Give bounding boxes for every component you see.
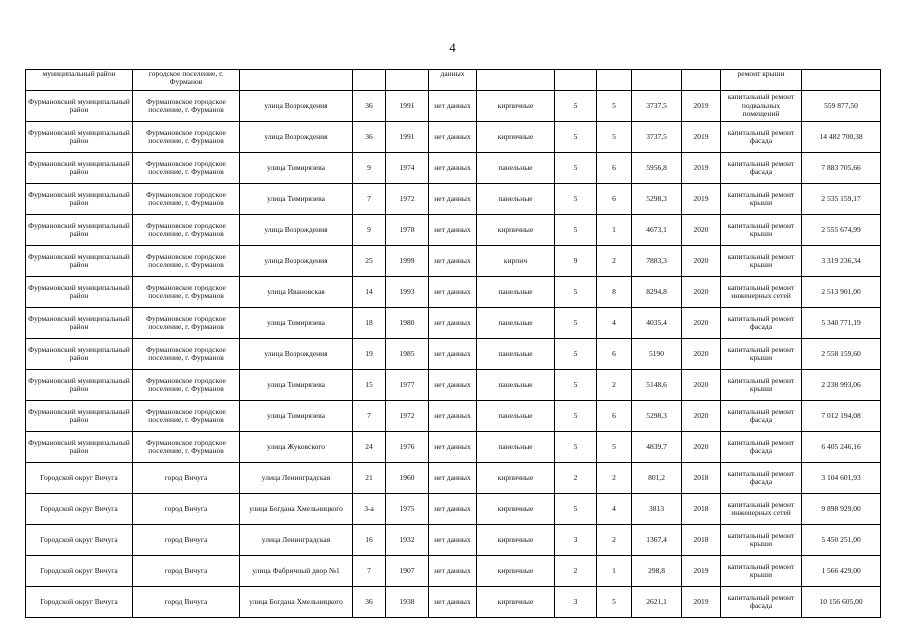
cell-cost: 559 877,50 [802,91,881,122]
cell-floors-info: нет данных [429,587,477,618]
cell-cost: 3 319 236,34 [802,246,881,277]
cell-cost: 7 012 194,08 [802,401,881,432]
cell-cost: 7 883 705,66 [802,153,881,184]
cell-settlement: город Вичуга [133,463,240,494]
cell-year: 1999 [386,246,429,277]
cell-entrances: 5 [597,587,632,618]
table-row [26,153,881,184]
cell-entrances: 8 [597,277,632,308]
cell-settlement: Фурмановское городское поселение, г. Фурманов [133,153,240,184]
cell-house: 15 [353,370,386,401]
page-number: 4 [449,40,456,55]
cell-floors-info: нет данных [429,401,477,432]
cell-house: 3-а [353,494,386,525]
cell-district: Фурмановский муниципальный район [26,370,133,401]
cell-area: 3737,5 [632,91,682,122]
cell-entrances: 1 [597,215,632,246]
cell-house: 18 [353,308,386,339]
table-row [26,122,881,153]
cell-settlement: Фурмановское городское поселение, г. Фурманов [133,339,240,370]
cell-settlement: город Вичуга [133,494,240,525]
cell-district: Фурмановский муниципальный район [26,215,133,246]
cell-wall: кирпич [477,246,555,277]
cell-district: Фурмановский муниципальный район [26,153,133,184]
cell-wall: кирпичные [477,122,555,153]
cell-floors-info: нет данных [429,556,477,587]
cell-floors-info: нет данных [429,153,477,184]
cell-district: Городской округ Вичуга [26,587,133,618]
cell-settlement: Фурмановское городское поселение, г. Фурманов [133,184,240,215]
cell-entrances: 5 [597,91,632,122]
cell-plan-year: 2019 [682,122,721,153]
cell-district: Фурмановский муниципальный район [26,277,133,308]
cell-work: капитальный ремонт фасада [721,432,802,463]
cell-floors-info: данных [429,70,477,91]
cell-entrances: 2 [597,246,632,277]
cell-settlement: Фурмановское городское поселение, г. Фурманов [133,432,240,463]
cell-street: улица Возрождения [240,215,353,246]
cell-plan-year: 2018 [682,525,721,556]
cell-house: 7 [353,184,386,215]
cell-entrances: 5 [597,122,632,153]
cell-area: 2621,1 [632,587,682,618]
cell-work: капитальный ремонт фасада [721,122,802,153]
cell-street: улица Фабричный двор №1 [240,556,353,587]
cell-settlement: город Вичуга [133,556,240,587]
cell-work: капитальный ремонт крыши [721,370,802,401]
cell-plan-year: 2020 [682,215,721,246]
table-row [26,308,881,339]
cell-street: улица Ивановская [240,277,353,308]
cell-cost: 5 340 771,19 [802,308,881,339]
cell-district: Городской округ Вичуга [26,556,133,587]
cell-house: 36 [353,587,386,618]
cell-street: улица Жуковского [240,432,353,463]
cell-wall: панельные [477,370,555,401]
cell-area: 1367,4 [632,525,682,556]
cell-year: 1960 [386,463,429,494]
cell-district: Фурмановский муниципальный район [26,184,133,215]
cell-street: улица Возрождения [240,122,353,153]
cell-street: улица Тимирязева [240,370,353,401]
cell-cost: 10 156 605,00 [802,587,881,618]
cell-house: 36 [353,122,386,153]
cell-district: Фурмановский муниципальный район [26,91,133,122]
cell-cost: 2 558 159,60 [802,339,881,370]
cell-settlement: город Вичуга [133,587,240,618]
cell-cost: 2 238 993,06 [802,370,881,401]
cell-year: 1972 [386,184,429,215]
cell-cost: 3 104 601,93 [802,463,881,494]
cell-area: 801,2 [632,463,682,494]
cell-settlement: Фурмановское городское поселение, г. Фурманов [133,215,240,246]
cell-floors: 5 [555,122,597,153]
table-row [26,432,881,463]
cell-floors: 5 [555,370,597,401]
cell-area: 7883,3 [632,246,682,277]
cell-wall: кирпичные [477,91,555,122]
cell-floors-info: нет данных [429,370,477,401]
cell-wall: кирпичные [477,525,555,556]
cell-house: 25 [353,246,386,277]
table-row [26,184,881,215]
cell-floors-info: нет данных [429,91,477,122]
cell-wall: кирпичные [477,463,555,494]
cell-floors-info: нет данных [429,277,477,308]
cell-year: 1972 [386,401,429,432]
cell-floors-info: нет данных [429,184,477,215]
cell-area: 8294,8 [632,277,682,308]
cell-wall: панельные [477,153,555,184]
cell-year [386,70,429,91]
cell-district: Фурмановский муниципальный район [26,308,133,339]
cell-year: 1975 [386,494,429,525]
table-row [26,494,881,525]
cell-year: 1907 [386,556,429,587]
cell-settlement: город Вичуга [133,525,240,556]
cell-plan-year: 2019 [682,91,721,122]
cell-street: улица Тимирязева [240,153,353,184]
cell-street: улица Тимирязева [240,401,353,432]
cell-entrances: 6 [597,401,632,432]
cell-settlement: Фурмановское городское поселение, г. Фурманов [133,91,240,122]
cell-area: 4839,7 [632,432,682,463]
cell-wall: кирпичные [477,215,555,246]
cell-street: улица Богдана Хмельницкого [240,587,353,618]
cell-entrances: 2 [597,525,632,556]
cell-floors-info: нет данных [429,339,477,370]
table-row [26,556,881,587]
cell-cost: 2 555 674,99 [802,215,881,246]
cell-cost: 1 566 429,00 [802,556,881,587]
cell-cost [802,70,881,91]
cell-year: 1978 [386,215,429,246]
cell-plan-year: 2020 [682,432,721,463]
cell-street: улица Возрождения [240,91,353,122]
cell-street: улица Тимирязева [240,308,353,339]
cell-district: Фурмановский муниципальный район [26,339,133,370]
cell-house: 36 [353,91,386,122]
cell-year: 1974 [386,153,429,184]
cell-floors: 5 [555,401,597,432]
cell-work: капитальный ремонт крыши [721,246,802,277]
cell-area: 4673,1 [632,215,682,246]
cell-area: 3813 [632,494,682,525]
cell-work: капитальный ремонт инженерных сетей [721,277,802,308]
cell-wall: кирпичные [477,587,555,618]
cell-floors: 3 [555,525,597,556]
cell-cost: 6 405 246,16 [802,432,881,463]
cell-wall: кирпичные [477,494,555,525]
cell-floors-info: нет данных [429,215,477,246]
cell-house: 21 [353,463,386,494]
cell-plan-year: 2019 [682,153,721,184]
cell-district: Городской округ Вичуга [26,494,133,525]
cell-street: улица Возрождения [240,339,353,370]
cell-cost: 5 450 251,00 [802,525,881,556]
cell-work: капитальный ремонт фасада [721,401,802,432]
cell-floors: 3 [555,587,597,618]
cell-floors-info: нет данных [429,246,477,277]
cell-work: капитальный ремонт фасада [721,587,802,618]
cell-year: 1932 [386,525,429,556]
cell-entrances: 6 [597,184,632,215]
cell-work: капитальный ремонт крыши [721,339,802,370]
cell-wall: панельные [477,401,555,432]
cell-floors: 9 [555,246,597,277]
cell-plan-year: 2019 [682,184,721,215]
cell-area [632,70,682,91]
cell-floors-info: нет данных [429,494,477,525]
table-row [26,370,881,401]
cell-street: улица Богдана Хмельницкого [240,494,353,525]
cell-year: 1977 [386,370,429,401]
table-row [26,277,881,308]
table-row [26,339,881,370]
cell-floors: 5 [555,494,597,525]
cell-entrances: 2 [597,463,632,494]
cell-street [240,70,353,91]
cell-entrances: 4 [597,494,632,525]
cell-work: ремонт крыши [721,70,802,91]
cell-floors: 5 [555,277,597,308]
table-body [26,70,881,618]
cell-plan-year: 2019 [682,556,721,587]
cell-wall: панельные [477,308,555,339]
cell-plan-year: 2020 [682,277,721,308]
table-row [26,525,881,556]
cell-cost: 2 513 901,00 [802,277,881,308]
cell-district: Фурмановский муниципальный район [26,122,133,153]
cell-entrances: 6 [597,339,632,370]
cell-plan-year [682,70,721,91]
cell-year: 1980 [386,308,429,339]
cell-cost: 2 535 159,17 [802,184,881,215]
cell-entrances: 4 [597,308,632,339]
cell-house: 24 [353,432,386,463]
cell-wall: панельные [477,184,555,215]
cell-plan-year: 2018 [682,494,721,525]
cell-district: Городской округ Вичуга [26,463,133,494]
cell-district: Фурмановский муниципальный район [26,401,133,432]
cell-house: 7 [353,401,386,432]
cell-entrances: 5 [597,432,632,463]
cell-plan-year: 2019 [682,587,721,618]
cell-district: Фурмановский муниципальный район [26,432,133,463]
cell-entrances: 2 [597,370,632,401]
cell-floors: 5 [555,215,597,246]
cell-house: 9 [353,153,386,184]
cell-work: капитальный ремонт крыши [721,525,802,556]
cell-year: 1938 [386,587,429,618]
cell-floors-info: нет данных [429,432,477,463]
cell-area: 4035,4 [632,308,682,339]
cell-floors: 2 [555,556,597,587]
cell-area: 5956,8 [632,153,682,184]
table-row [26,246,881,277]
table-row [26,587,881,618]
cell-area: 5298,3 [632,184,682,215]
cell-year: 1991 [386,122,429,153]
cell-floors [555,70,597,91]
cell-plan-year: 2020 [682,246,721,277]
cell-settlement: Фурмановское городское поселение, г. Фурманов [133,308,240,339]
cell-floors-info: нет данных [429,122,477,153]
cell-wall: панельные [477,277,555,308]
cell-year: 1976 [386,432,429,463]
cell-house: 7 [353,556,386,587]
cell-settlement: городское поселение, г. Фурманов [133,70,240,91]
cell-settlement: Фурмановское городское поселение, г. Фурманов [133,246,240,277]
cell-work: капитальный ремонт инженерных сетей [721,494,802,525]
cell-house [353,70,386,91]
cell-house: 19 [353,339,386,370]
cell-plan-year: 2020 [682,339,721,370]
cell-floors: 2 [555,463,597,494]
cell-floors-info: нет данных [429,308,477,339]
cell-wall [477,70,555,91]
cell-wall: панельные [477,432,555,463]
cell-settlement: Фурмановское городское поселение, г. Фурманов [133,401,240,432]
cell-floors: 5 [555,184,597,215]
cell-plan-year: 2018 [682,463,721,494]
cell-street: улица Ленинградская [240,525,353,556]
cell-plan-year: 2020 [682,401,721,432]
cell-area: 5148,6 [632,370,682,401]
cell-street: улица Ленинградская [240,463,353,494]
cell-area: 5190 [632,339,682,370]
cell-floors: 5 [555,153,597,184]
cell-settlement: Фурмановское городское поселение, г. Фурманов [133,122,240,153]
cell-plan-year: 2020 [682,308,721,339]
cell-work: капитальный ремонт подвальных помещений [721,91,802,122]
cell-district: Фурмановский муниципальный район [26,246,133,277]
cell-work: капитальный ремонт крыши [721,184,802,215]
table-row [26,215,881,246]
cell-settlement: Фурмановское городское поселение, г. Фурманов [133,277,240,308]
cell-house: 16 [353,525,386,556]
cell-district: муниципальный район [26,70,133,91]
cell-floors: 5 [555,432,597,463]
cell-plan-year: 2020 [682,370,721,401]
repair-register-table [25,69,881,618]
cell-floors: 5 [555,91,597,122]
cell-area: 298,8 [632,556,682,587]
cell-area: 5298,3 [632,401,682,432]
cell-floors: 5 [555,308,597,339]
cell-house: 9 [353,215,386,246]
cell-year: 1993 [386,277,429,308]
cell-work: капитальный ремонт фасада [721,153,802,184]
table-row [26,70,881,91]
cell-district: Городской округ Вичуга [26,525,133,556]
cell-floors: 5 [555,339,597,370]
cell-street: улица Тимирязева [240,184,353,215]
cell-floors-info: нет данных [429,463,477,494]
cell-entrances: 6 [597,153,632,184]
table-row [26,401,881,432]
cell-settlement: Фурмановское городское поселение, г. Фурманов [133,370,240,401]
cell-area: 3737,5 [632,122,682,153]
cell-work: капитальный ремонт фасада [721,308,802,339]
cell-floors-info: нет данных [429,525,477,556]
cell-wall: панельные [477,339,555,370]
cell-cost: 9 898 929,00 [802,494,881,525]
cell-work: капитальный ремонт фасада [721,463,802,494]
cell-year: 1991 [386,91,429,122]
cell-entrances: 1 [597,556,632,587]
cell-house: 14 [353,277,386,308]
cell-street: улица Возрождения [240,246,353,277]
table-row [26,463,881,494]
cell-work: капитальный ремонт крыши [721,556,802,587]
cell-year: 1985 [386,339,429,370]
table-row [26,91,881,122]
cell-entrances [597,70,632,91]
cell-cost: 14 482 700,38 [802,122,881,153]
cell-work: капитальный ремонт крыши [721,215,802,246]
cell-wall: кирпичные [477,556,555,587]
